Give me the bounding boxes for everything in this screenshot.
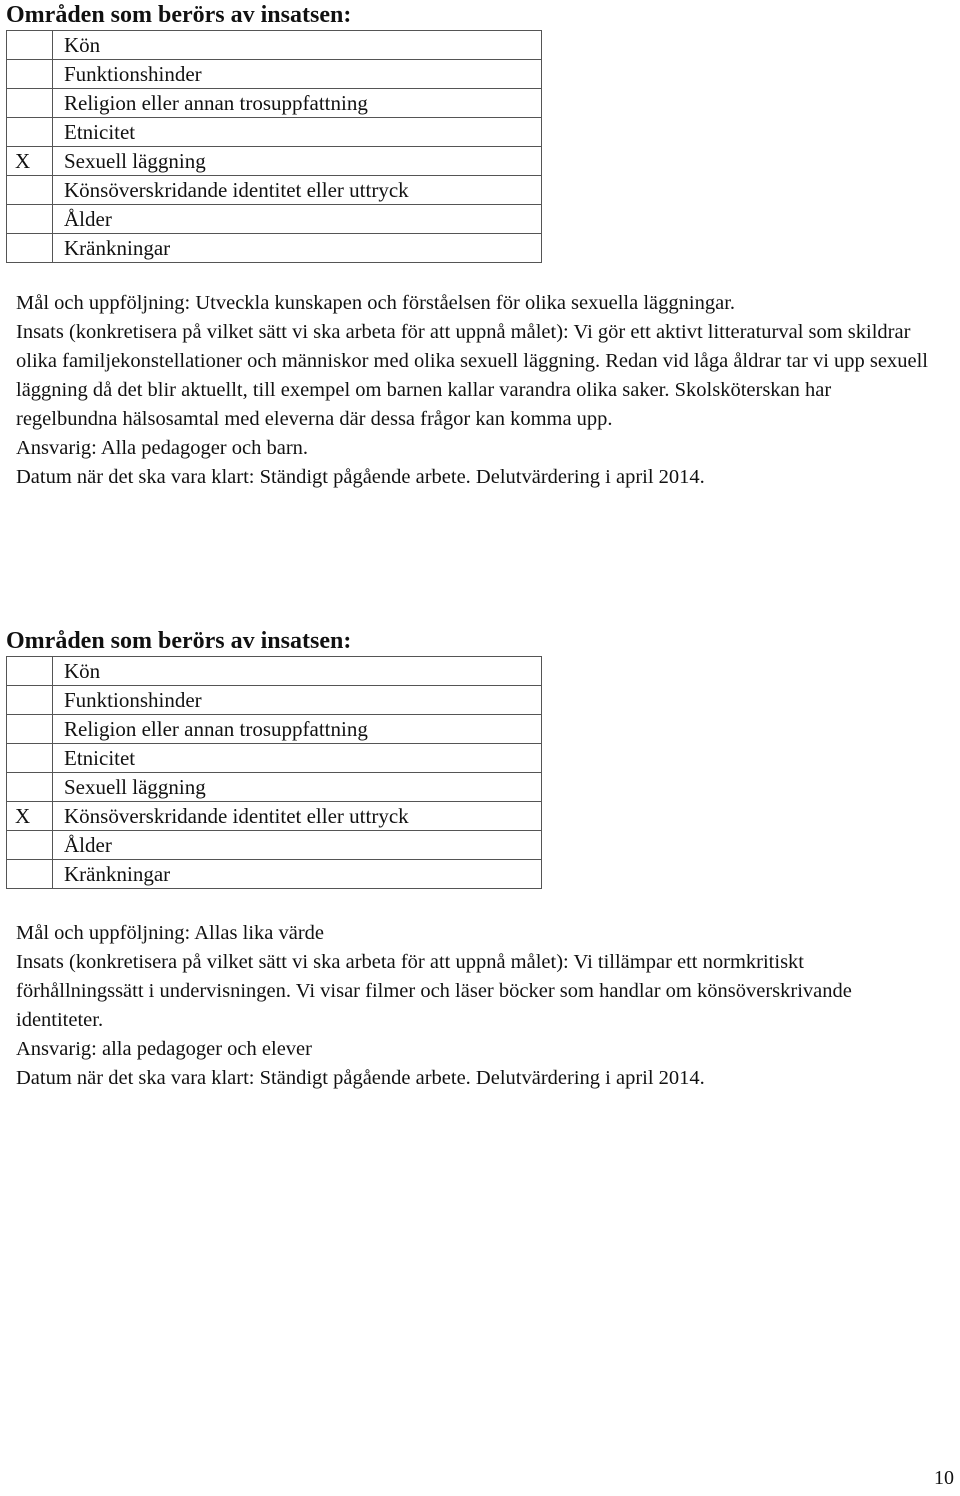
area-mark-cell: [7, 744, 53, 773]
area-label-cell: Kön: [53, 31, 542, 60]
section-heading: Områden som berörs av insatsen:: [6, 2, 352, 28]
table-row: [7, 802, 542, 831]
table-row: [7, 773, 542, 802]
area-label-cell: Ålder: [53, 205, 542, 234]
table-row: [7, 31, 542, 60]
area-label-cell: Etnicitet: [53, 118, 542, 147]
responsible-text: Ansvarig: Alla pedagoger och barn.: [16, 437, 309, 459]
area-mark-cell: [7, 31, 53, 60]
areas-table: [6, 656, 542, 889]
table-row: [7, 744, 542, 773]
area-label-cell: Etnicitet: [53, 744, 542, 773]
area-label-cell: Ålder: [53, 831, 542, 860]
area-label-cell: Religion eller annan trosuppfattning: [53, 89, 542, 118]
area-label-cell: Funktionshinder: [53, 686, 542, 715]
area-label-cell: Sexuell läggning: [53, 147, 542, 176]
area-label-cell: Kön: [53, 657, 542, 686]
area-mark-cell: X: [7, 147, 53, 176]
area-mark-cell: [7, 860, 53, 889]
area-label-cell: Kränkningar: [53, 234, 542, 263]
area-label-cell: Funktionshinder: [53, 60, 542, 89]
table-row: [7, 831, 542, 860]
area-label-cell: Könsöverskridande identitet eller uttryck: [53, 176, 542, 205]
table-row: [7, 89, 542, 118]
area-mark-cell: [7, 657, 53, 686]
section-body: [16, 289, 936, 492]
section-sexual-orientation: [6, 0, 946, 492]
table-row: [7, 176, 542, 205]
responsible-text: Ansvarig: alla pedagoger och elever: [16, 1038, 312, 1060]
areas-table: [6, 30, 542, 263]
table-row: [7, 60, 542, 89]
area-mark-cell: [7, 89, 53, 118]
area-label-cell: Könsöverskridande identitet eller uttryck: [53, 802, 542, 831]
section-gender-identity: [6, 626, 946, 1093]
section-body: [16, 919, 936, 1093]
area-mark-cell: [7, 686, 53, 715]
area-label-cell: Sexuell läggning: [53, 773, 542, 802]
area-mark-cell: [7, 118, 53, 147]
area-mark-cell: [7, 831, 53, 860]
date-text: Datum när det ska vara klart: Ständigt pågående arbete. Delutvärdering i april 2014.: [16, 1067, 705, 1089]
area-mark-cell: [7, 715, 53, 744]
table-row: [7, 860, 542, 889]
date-text: Datum när det ska vara klart: Ständigt pågående arbete. Delutvärdering i april 2014.: [16, 466, 705, 488]
action-text: Insats (konkretisera på vilket sätt vi ska arbeta för att uppnå målet): Vi tillämpar ett normkritiskt förhållningssätt i undervisningen. Vi visar filmer och läser böcker som handlar om könsöverskrivande identiteter.: [16, 951, 852, 1031]
table-row: [7, 147, 542, 176]
table-row: [7, 715, 542, 744]
area-mark-cell: [7, 773, 53, 802]
action-text: Insats (konkretisera på vilket sätt vi ska arbeta för att uppnå målet): Vi gör ett aktivt litteraturval som skildrar olika familjekonstellationer och människor med olika sexuell läggning. Redan vid låga åldrar tar vi upp sexuell läggning då det blir aktuellt, till exempel om barnen kallar varandra olika saker. Skolsköterskan har regelbundna hälsosamtal med eleverna där dessa frågor kan komma upp.: [16, 321, 928, 430]
area-label-cell: Kränkningar: [53, 860, 542, 889]
table-row: [7, 118, 542, 147]
goal-text: Mål och uppföljning: Utveckla kunskapen och förståelsen för olika sexuella läggningar.: [16, 292, 736, 314]
area-mark-cell: [7, 176, 53, 205]
table-row: [7, 686, 542, 715]
goal-text: Mål och uppföljning: Allas lika värde: [16, 922, 325, 944]
page-number: 10: [934, 1467, 954, 1489]
area-mark-cell: [7, 234, 53, 263]
section-heading: Områden som berörs av insatsen:: [6, 628, 352, 654]
table-row: [7, 234, 542, 263]
area-label-cell: Religion eller annan trosuppfattning: [53, 715, 542, 744]
table-row: [7, 205, 542, 234]
area-mark-cell: [7, 60, 53, 89]
area-mark-cell: X: [7, 802, 53, 831]
area-mark-cell: [7, 205, 53, 234]
table-row: [7, 657, 542, 686]
